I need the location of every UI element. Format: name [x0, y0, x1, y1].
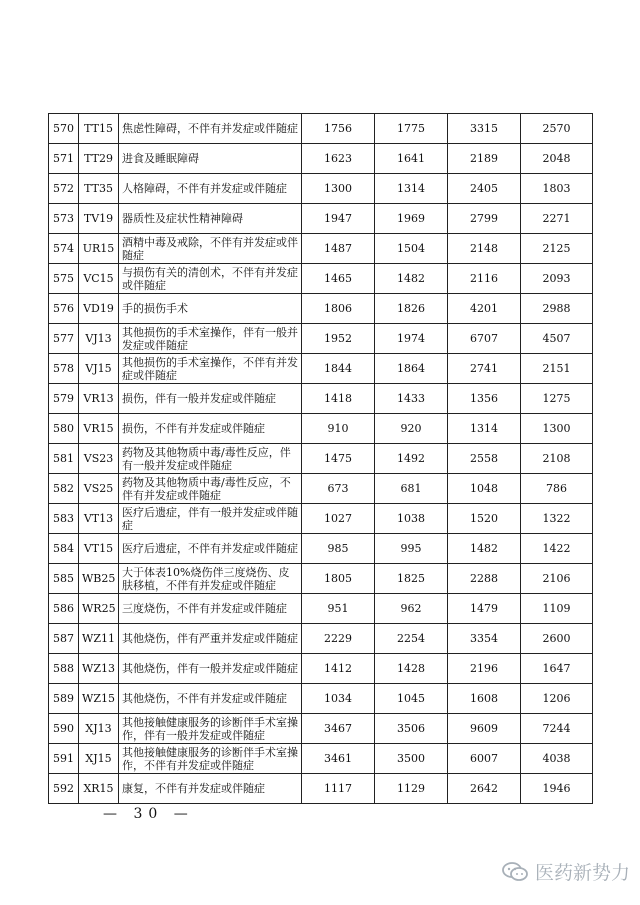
- value-col-2: 1974: [375, 324, 448, 354]
- value-col-1: 1805: [302, 564, 375, 594]
- value-col-3: 3354: [448, 624, 521, 654]
- value-col-4: 1275: [521, 384, 593, 414]
- row-number: 579: [49, 384, 79, 414]
- watermark-text: 医药新势力: [534, 862, 630, 884]
- value-col-2: 1045: [375, 684, 448, 714]
- table-row: [49, 324, 593, 354]
- row-number: 570: [49, 114, 79, 144]
- drg-name: 人格障碍，不伴有并发症或伴随症: [119, 174, 302, 204]
- table-row: [49, 504, 593, 534]
- table-row: [49, 144, 593, 174]
- drg-name: 康复，不伴有并发症或伴随症: [119, 774, 302, 804]
- value-col-3: 2116: [448, 264, 521, 294]
- value-col-1: 1756: [302, 114, 375, 144]
- drg-code: TT29: [79, 144, 119, 174]
- row-number: 589: [49, 684, 79, 714]
- value-col-1: 673: [302, 474, 375, 504]
- value-col-1: 951: [302, 594, 375, 624]
- value-col-4: 1422: [521, 534, 593, 564]
- table-row: [49, 474, 593, 504]
- value-col-4: 1647: [521, 654, 593, 684]
- table-row: [49, 234, 593, 264]
- value-col-3: 2148: [448, 234, 521, 264]
- drg-name: 器质性及症状性精神障碍: [119, 204, 302, 234]
- drg-code: WR25: [79, 594, 119, 624]
- drg-code: TT35: [79, 174, 119, 204]
- value-col-4: 1322: [521, 504, 593, 534]
- value-col-1: 3467: [302, 714, 375, 744]
- value-col-4: 1206: [521, 684, 593, 714]
- value-col-4: 2108: [521, 444, 593, 474]
- row-number: 592: [49, 774, 79, 804]
- drg-code: WZ15: [79, 684, 119, 714]
- drg-name: 焦虑性障碍，不伴有并发症或伴随症: [119, 114, 302, 144]
- drg-name: 三度烧伤，不伴有并发症或伴随症: [119, 594, 302, 624]
- value-col-4: 2093: [521, 264, 593, 294]
- row-number: 578: [49, 354, 79, 384]
- value-col-3: 2189: [448, 144, 521, 174]
- value-col-2: 3506: [375, 714, 448, 744]
- drg-name: 酒精中毒及戒除，不伴有并发症或伴随症: [119, 234, 302, 264]
- value-col-2: 1825: [375, 564, 448, 594]
- row-number: 582: [49, 474, 79, 504]
- value-col-3: 2405: [448, 174, 521, 204]
- drg-name: 与损伤有关的清创术，不伴有并发症或伴随症: [119, 264, 302, 294]
- drg-name: 损伤，伴有一般并发症或伴随症: [119, 384, 302, 414]
- value-col-3: 3315: [448, 114, 521, 144]
- row-number: 590: [49, 714, 79, 744]
- value-col-2: 995: [375, 534, 448, 564]
- drg-code: TV19: [79, 204, 119, 234]
- drg-name: 其他损伤的手术室操作，不伴有并发症或伴随症: [119, 354, 302, 384]
- table-row: [49, 564, 593, 594]
- value-col-4: 2151: [521, 354, 593, 384]
- row-number: 580: [49, 414, 79, 444]
- drg-code: VS23: [79, 444, 119, 474]
- value-col-1: 1806: [302, 294, 375, 324]
- table-row: [49, 714, 593, 744]
- drg-name: 其他接触健康服务的诊断伴手术室操作，不伴有并发症或伴随症: [119, 744, 302, 774]
- watermark: [501, 858, 630, 885]
- drg-code: XJ15: [79, 744, 119, 774]
- drg-name: 其他烧伤，不伴有并发症或伴随症: [119, 684, 302, 714]
- value-col-2: 681: [375, 474, 448, 504]
- value-col-1: 1844: [302, 354, 375, 384]
- drg-name: 药物及其他物质中毒/毒性反应，不伴有并发症或伴随症: [119, 474, 302, 504]
- drg-name: 其他烧伤，伴有严重并发症或伴随症: [119, 624, 302, 654]
- row-number: 584: [49, 534, 79, 564]
- value-col-1: 1117: [302, 774, 375, 804]
- value-col-2: 962: [375, 594, 448, 624]
- table-row: [49, 114, 593, 144]
- value-col-2: 1492: [375, 444, 448, 474]
- row-number: 586: [49, 594, 79, 624]
- value-col-1: 1623: [302, 144, 375, 174]
- value-col-4: 7244: [521, 714, 593, 744]
- value-col-4: 1300: [521, 414, 593, 444]
- row-number: 573: [49, 204, 79, 234]
- row-number: 581: [49, 444, 79, 474]
- value-col-1: 1475: [302, 444, 375, 474]
- value-col-1: 1412: [302, 654, 375, 684]
- value-col-3: 2642: [448, 774, 521, 804]
- value-col-1: 1947: [302, 204, 375, 234]
- value-col-1: 3461: [302, 744, 375, 774]
- table-row: [49, 354, 593, 384]
- row-number: 577: [49, 324, 79, 354]
- drg-code: VC15: [79, 264, 119, 294]
- row-number: 588: [49, 654, 79, 684]
- drg-code: WZ11: [79, 624, 119, 654]
- table-row: [49, 774, 593, 804]
- drg-code: WB25: [79, 564, 119, 594]
- row-number: 574: [49, 234, 79, 264]
- value-col-3: 1482: [448, 534, 521, 564]
- value-col-3: 1608: [448, 684, 521, 714]
- table-body: [49, 114, 593, 804]
- value-col-4: 4507: [521, 324, 593, 354]
- value-col-3: 2196: [448, 654, 521, 684]
- value-col-2: 1314: [375, 174, 448, 204]
- value-col-1: 910: [302, 414, 375, 444]
- value-col-3: 2558: [448, 444, 521, 474]
- drg-code: VR15: [79, 414, 119, 444]
- value-col-2: 1641: [375, 144, 448, 174]
- value-col-1: 1300: [302, 174, 375, 204]
- value-col-3: 1356: [448, 384, 521, 414]
- drg-code: VT15: [79, 534, 119, 564]
- drg-code: VJ15: [79, 354, 119, 384]
- value-col-1: 1487: [302, 234, 375, 264]
- value-col-3: 2288: [448, 564, 521, 594]
- value-col-3: 6007: [448, 744, 521, 774]
- drg-code: VT13: [79, 504, 119, 534]
- value-col-2: 1482: [375, 264, 448, 294]
- drg-code: XR15: [79, 774, 119, 804]
- drg-code: VJ13: [79, 324, 119, 354]
- value-col-2: 1864: [375, 354, 448, 384]
- value-col-2: 1038: [375, 504, 448, 534]
- value-col-3: 9609: [448, 714, 521, 744]
- row-number: 585: [49, 564, 79, 594]
- row-number: 587: [49, 624, 79, 654]
- table-row: [49, 204, 593, 234]
- drg-name: 手的损伤手术: [119, 294, 302, 324]
- value-col-3: 2741: [448, 354, 521, 384]
- drg-code: XJ13: [79, 714, 119, 744]
- value-col-3: 2799: [448, 204, 521, 234]
- value-col-4: 4038: [521, 744, 593, 774]
- drg-name: 大于体表10%烧伤伴三度烧伤、皮肤移植，不伴有并发症或伴随症: [119, 564, 302, 594]
- drg-name: 医疗后遗症，伴有一般并发症或伴随症: [119, 504, 302, 534]
- row-number: 591: [49, 744, 79, 774]
- drg-name: 医疗后遗症，不伴有并发症或伴随症: [119, 534, 302, 564]
- table-row: [49, 624, 593, 654]
- value-col-4: 2988: [521, 294, 593, 324]
- drg-name: 进食及睡眠障碍: [119, 144, 302, 174]
- value-col-1: 1034: [302, 684, 375, 714]
- value-col-3: 1520: [448, 504, 521, 534]
- row-number: 571: [49, 144, 79, 174]
- table-row: [49, 654, 593, 684]
- row-number: 575: [49, 264, 79, 294]
- value-col-1: 1418: [302, 384, 375, 414]
- drg-name: 其他接触健康服务的诊断伴手术室操作，伴有一般并发症或伴随症: [119, 714, 302, 744]
- table-row: [49, 594, 593, 624]
- table-row: [49, 744, 593, 774]
- table-row: [49, 534, 593, 564]
- drg-code: VS25: [79, 474, 119, 504]
- table-row: [49, 444, 593, 474]
- wechat-icon: [501, 861, 529, 883]
- value-col-2: 1433: [375, 384, 448, 414]
- value-col-4: 2271: [521, 204, 593, 234]
- value-col-4: 2570: [521, 114, 593, 144]
- value-col-3: 6707: [448, 324, 521, 354]
- value-col-2: 1428: [375, 654, 448, 684]
- value-col-1: 985: [302, 534, 375, 564]
- value-col-2: 3500: [375, 744, 448, 774]
- drg-name: 损伤，不伴有并发症或伴随症: [119, 414, 302, 444]
- drg-code: VR13: [79, 384, 119, 414]
- value-col-2: 1969: [375, 204, 448, 234]
- value-col-4: 1946: [521, 774, 593, 804]
- value-col-4: 2125: [521, 234, 593, 264]
- value-col-2: 1504: [375, 234, 448, 264]
- value-col-3: 4201: [448, 294, 521, 324]
- value-col-2: 920: [375, 414, 448, 444]
- drg-code: WZ13: [79, 654, 119, 684]
- drg-name: 药物及其他物质中毒/毒性反应，伴有一般并发症或伴随症: [119, 444, 302, 474]
- value-col-3: 1314: [448, 414, 521, 444]
- value-col-2: 1775: [375, 114, 448, 144]
- drg-code: UR15: [79, 234, 119, 264]
- value-col-3: 1048: [448, 474, 521, 504]
- table-row: [49, 294, 593, 324]
- row-number: 583: [49, 504, 79, 534]
- value-col-4: 1109: [521, 594, 593, 624]
- value-col-1: 2229: [302, 624, 375, 654]
- page-number: — 30 —: [103, 806, 194, 822]
- value-col-1: 1952: [302, 324, 375, 354]
- table-row: [49, 684, 593, 714]
- value-col-1: 1465: [302, 264, 375, 294]
- value-col-2: 1826: [375, 294, 448, 324]
- table-row: [49, 414, 593, 444]
- value-col-4: 2048: [521, 144, 593, 174]
- row-number: 572: [49, 174, 79, 204]
- table-row: [49, 174, 593, 204]
- value-col-2: 2254: [375, 624, 448, 654]
- value-col-4: 1803: [521, 174, 593, 204]
- drg-name: 其他损伤的手术室操作，伴有一般并发症或伴随症: [119, 324, 302, 354]
- value-col-4: 2600: [521, 624, 593, 654]
- drg-code: TT15: [79, 114, 119, 144]
- value-col-1: 1027: [302, 504, 375, 534]
- table-row: [49, 264, 593, 294]
- drg-code: VD19: [79, 294, 119, 324]
- table-row: [49, 384, 593, 414]
- value-col-2: 1129: [375, 774, 448, 804]
- value-col-3: 1479: [448, 594, 521, 624]
- row-number: 576: [49, 294, 79, 324]
- drg-name: 其他烧伤，伴有一般并发症或伴随症: [119, 654, 302, 684]
- value-col-4: 786: [521, 474, 593, 504]
- value-col-4: 2106: [521, 564, 593, 594]
- drg-table: [48, 113, 593, 804]
